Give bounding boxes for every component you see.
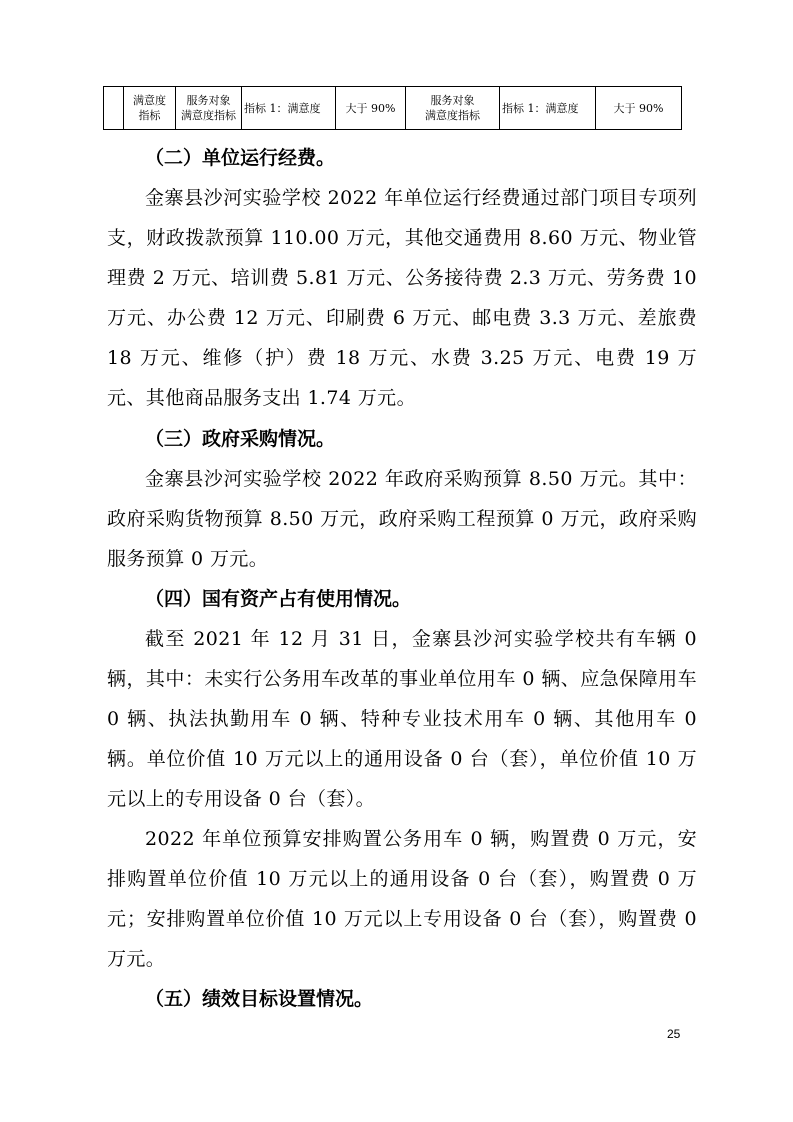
table-cell-blank [104,87,124,130]
table-cell-indicator-2: 指标 1：满意度 [500,87,596,130]
table-cell-category: 满意度 指标 [124,87,176,130]
table-cell-indicator: 指标 1：满意度 [242,87,336,130]
section-heading-performance-goals: （五）绩效目标设置情况。 [145,988,374,1010]
table-row [104,87,682,130]
performance-table [103,86,682,130]
paragraph-state-assets-1: 截至 2021 年 12 月 31 日，金寨县沙河实验学校共有车辆 0 辆，其中：未实行公务用车改革的事业单位用车 0 辆、应急保障用车 0 辆、执法执勤用车 0 辆、特种专业技术用车 0 辆、其他用车 0 辆。单位价值 10 万元以上的通用设备 0 台（套），单位价值 10 万元以上的专用设备 0 台（套）。 [107,628,697,810]
section-heading-state-assets: （四）国有资产占有使用情况。 [145,588,412,610]
table-cell-target: 大于 90% [336,87,406,130]
page-number: 25 [667,1027,681,1041]
table-cell-target-2: 大于 90% [596,87,682,130]
paragraph-state-assets-2: 2022 年单位预算安排购置公务用车 0 辆，购置费 0 万元，安排购置单位价值 10 万元以上的通用设备 0 台（套），购置费 0 万元；安排购置单位价值 10 万元以上专用设备 0 台（套），购置费 0 万元。 [107,828,697,970]
section-heading-operating-costs: （二）单位运行经费。 [145,147,336,169]
paragraph-procurement: 金寨县沙河实验学校 2022 年政府采购预算 8.50 万元。其中：政府采购货物预算 8.50 万元，政府采购工程预算 0 万元，政府采购服务预算 0 万元。 [107,468,697,570]
paragraph-operating-costs: 金寨县沙河实验学校 2022 年单位运行经费通过部门项目专项列支，财政拨款预算 110.00 万元，其他交通费用 8.60 万元、物业管理费 2 万元、培训费 5.81 万元、公务接待费 2.3 万元、劳务费 10 万元、办公费 12 万元、印刷费 6 万元、邮电费 3.3 万元、差旅费 18 万元、维修（护）费 18 万元、水费 3.25 万元、电费 19 万元、其他商品服务支出 1.74 万元。 [107,187,697,409]
section-heading-procurement: （三）政府采购情况。 [145,428,336,450]
table-cell-subcategory-2: 服务对象 满意度指标 [406,87,500,130]
table-cell-subcategory: 服务对象 满意度指标 [176,87,242,130]
